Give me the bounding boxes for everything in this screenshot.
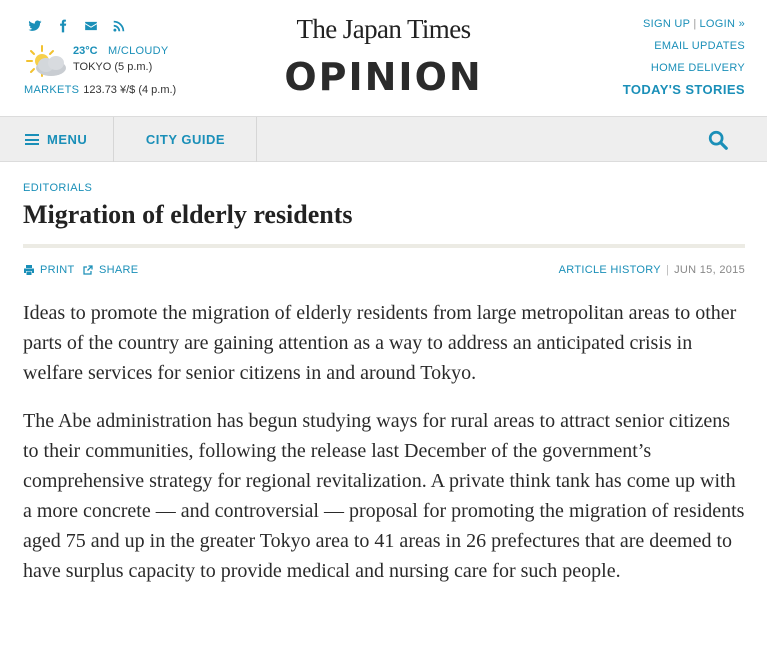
publish-date: JUN 15, 2015 [674,264,745,276]
rss-icon[interactable] [110,18,128,34]
link-separator: | [693,18,697,30]
masthead [0,0,767,116]
city-guide-button[interactable]: CITY GUIDE [115,117,257,162]
weather-widget[interactable] [18,44,248,84]
weather-temperature: 23°C [73,45,98,57]
partly-cloudy-icon [18,44,70,80]
section-title: OPINION [284,55,483,99]
article-tools [23,264,745,284]
share-icon [82,264,94,276]
hamburger-icon [25,134,39,145]
print-label: PRINT [40,264,75,276]
article-history-link[interactable]: ARTICLE HISTORY [558,264,661,276]
login-link[interactable]: LOGIN » [699,18,745,30]
print-button[interactable] [23,264,75,276]
article-body [23,298,745,586]
brand [250,14,517,99]
article-headline: Migration of elderly residents [23,200,353,229]
article-paragraph: Ideas to promote the migration of elderly residents from large metropolitan areas to other parts of the country are gaining attention as a way to address an anticipated crisis in welfare services for senior citizens in and around Tokyo. [23,302,737,384]
email-icon[interactable] [82,18,100,34]
home-delivery-link[interactable]: HOME DELIVERY [650,62,745,74]
search-icon[interactable] [707,129,729,151]
meta-separator: | [665,264,670,276]
twitter-icon[interactable] [26,18,44,34]
site-logo[interactable]: The Japan Times [296,14,471,44]
menu-button[interactable] [0,117,114,162]
markets-value: 123.73 ¥/$ (4 p.m.) [83,84,177,96]
social-links [26,18,128,34]
share-label: SHARE [99,264,139,276]
section-kicker[interactable]: EDITORIALS [23,182,93,194]
markets-ticker [24,84,176,96]
email-updates-link[interactable]: EMAIL UPDATES [654,40,745,52]
markets-link[interactable]: MARKETS [24,84,80,96]
weather-condition: M/CLOUDY [108,45,169,57]
article-paragraph: The Abe administration has begun studying ways for rural areas to attract senior citizens to their communities, following the release last December of the government’s comprehensive strategy for regional revitalization. A private think tank has come up with a more concrete — and controversial — proposal for promoting the migration of residents aged 75 and up in the greater Tokyo area to 41 areas in 26 prefectures that are deemed to have surplus capacity to provide medical and nursing care for such people. [23,410,745,582]
weather-location: TOKYO (5 p.m.) [73,61,153,73]
facebook-icon[interactable] [54,18,72,34]
menu-label: MENU [47,132,88,147]
nav-bar [0,116,767,162]
account-links [623,16,745,104]
share-button[interactable] [82,264,138,276]
headline-divider [23,244,745,248]
article-meta [559,264,745,276]
print-icon [23,264,35,276]
signup-link[interactable]: SIGN UP [642,18,691,30]
todays-stories-link[interactable]: TODAY'S STORIES [622,82,745,97]
article [23,182,745,604]
